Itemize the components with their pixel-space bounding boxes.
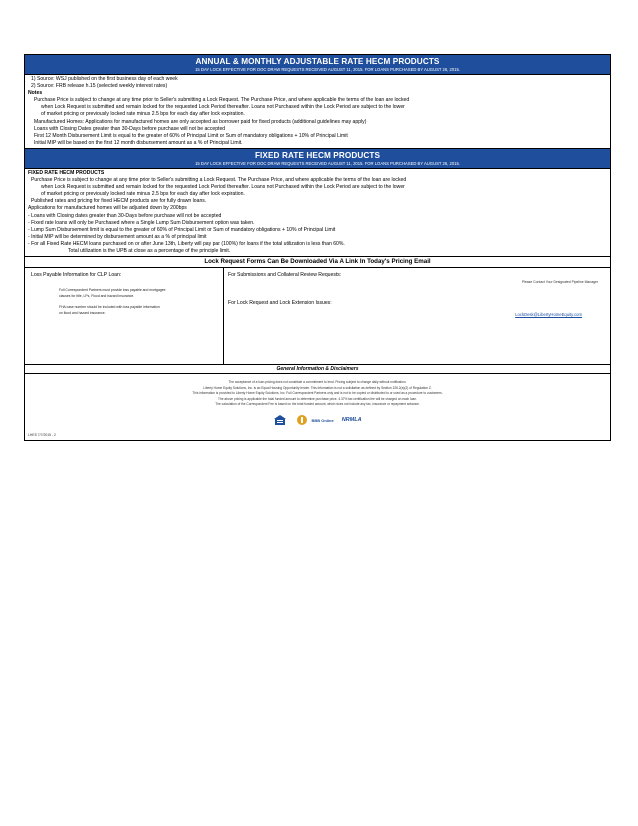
arm-title: ANNUAL & MONTHLY ADJUSTABLE RATE HECM PRODUCTS (195, 57, 440, 66)
loss-payable-text: on flood and hazard insurance. (59, 310, 106, 315)
note-line: Loans with Closing Dates greater than 30-Days before purchase will not be accepted (34, 125, 226, 132)
loss-payable-text: clauses for title, LPs, Flood and hazard insurance. (59, 293, 135, 298)
source-line: 1) Source: WSJ published on the first business day of each week (31, 76, 178, 82)
disclaimer-line: The acceptance of a loan pricing does not constitute a commitment to lend. Pricing subject to change daily without notification. (228, 380, 407, 385)
fixed-title: FIXED RATE HECM PRODUCTS (254, 150, 381, 160)
house-icon (273, 414, 287, 426)
lock-issues-heading: For Lock Request and Lock Extension Issues: (228, 300, 332, 307)
disclaimer-line: The calculation of the Correspondent Fee is based on the total funded amount, which does not include any tax, insurance or repayment advance. (215, 402, 420, 407)
bbb-logo (295, 414, 333, 426)
loss-payable-heading: Loss Payable Information for CLP Loan: (31, 272, 122, 279)
pipeline-contact: Please Contact Your Designated Pipeline Manager (521, 280, 598, 285)
fixed-notes (25, 169, 610, 256)
disclaimer-line: This information is provided to Liberty Home Equity Solutions, Inc. Full Correspondent Partners only and is not to be copied or distributed to or used as a procedure to customers. (192, 391, 443, 396)
loss-payable-text: Full Correspondent Partners must provide loss payable and mortgagee (59, 288, 166, 293)
logo-row (25, 410, 610, 430)
fixed-line: when Lock Request is submitted and remain locked for the requested Lock Period thereafter. Loans not Purchased within the Lock Period are subject to the lower (41, 184, 405, 191)
fixed-line: - Initial MIP will be determined by disbursement amount as a % of principal limit (28, 233, 207, 240)
contact-section (25, 268, 610, 365)
fixed-line: - Lump Sum Disbursement limit is equal to the greater of 60% of Principal Limit or Sum of mandatory obligations + 10% of Principal Limit (28, 226, 336, 233)
source-line: 2) Source: FRB release h.15 (selected weekly interest rates) (31, 83, 168, 90)
general-info-heading: General Information & Disclaimers (25, 365, 610, 374)
fixed-line: - For all Fixed Rate HECM loans purchased on or after June 13th, Liberty will pay par (100%) for loans if the total utilization is less than 60%. (28, 240, 345, 247)
equal-housing-logo (273, 414, 287, 426)
submissions-panel (224, 268, 610, 364)
fixed-line: of market pricing or previously locked rate minus 2.5 bps for each day after lock expiration. (41, 191, 245, 198)
bbb-label: BBB Online (311, 417, 334, 423)
fixed-line: Published rates and pricing for fixed HECM products are for fully drawn loans. (31, 198, 207, 205)
arm-banner (25, 55, 610, 75)
rate-sheet (24, 54, 611, 441)
fixed-banner (25, 148, 610, 169)
footer-code: LHES 7/7/2015 - 2 (28, 433, 56, 438)
disclaimer-line: The above pricing is applicable the total funded amount to determine purchase price. 4.37% tax certification fee will be charged on each loan. (218, 396, 417, 401)
note-line: Initial MIP will be based on the first 12 month disbursement amount as a % of Principal Limit. (34, 139, 243, 146)
fixed-subtitle: 15 DAY LOCK EFFECTIVE FOR DOC DRAW REQUESTS RECEIVED AUGUST 11, 2015. FOR LOANS PURCHASED BY AUGUST 26, 2015. (195, 160, 460, 166)
fixed-section-label: FIXED RATE HECM PRODUCTS (28, 169, 105, 176)
fixed-line: - Loans with Closing dates greater than 30-Days before purchase will not be accepted (28, 212, 222, 219)
footer (25, 430, 610, 440)
nrmla-label: NRMLA (341, 417, 362, 424)
note-line: Manufactured Homes: Applications for manufactured homes are only accepted as borrower paid for fixed products (additional guidelines may apply) (34, 118, 367, 125)
lock-forms-notice: Lock Request Forms Can Be Downloaded Via A Link In Today's Pricing Email (25, 256, 610, 268)
lockdesk-email-link[interactable]: LockDesk@LibertyHomeEquity.com (515, 312, 582, 318)
fixed-line: Total utilization is the UPB at close as a percentage of the principle limit. (68, 247, 231, 254)
disclaimer-line: Liberty Home Equity Solutions, Inc. is an Equal Housing Opportunity lender. This information is not a solicitation as defined by Section 226.2(a)(2) of Regulation Z. (203, 385, 432, 390)
loss-payable-panel (25, 268, 224, 364)
loss-payable-text: FHA case number should be included with loss payable information (59, 305, 160, 310)
notes-label: Notes (28, 90, 43, 97)
nrmla-logo (342, 417, 362, 423)
disclaimers (25, 374, 610, 410)
arm-notes (25, 75, 610, 148)
fixed-line: - Fixed rate loans will only be Purchased where a Single Lump Sum Disbursement option was taken. (28, 219, 255, 226)
note-line: Purchase Price is subject to change at any time prior to Seller's submitting a Lock Request. The Purchase Price, and where applicable the terms of the loan are locked (34, 97, 410, 104)
fixed-line: Purchase Price is subject to change at any time prior to Seller's submitting a Lock Request. The Purchase Price, and where applicable the terms of the loan are locked (31, 177, 407, 184)
note-line: of market pricing or previously locked rate minus 2.5 bps for each day after lock expiration. (41, 111, 245, 118)
fixed-line: Applications for manufactured homes will be adjusted down by 200bps (28, 205, 187, 212)
torch-icon (295, 414, 309, 426)
arm-subtitle: 15 DAY LOCK EFFECTIVE FOR DOC DRAW REQUESTS RECEIVED AUGUST 11, 2015. FOR LOANS PURCHASED BY AUGUST 26, 2015. (195, 67, 460, 72)
note-line: when Lock Request is submitted and remain locked for the requested Lock Period thereafter. Loans not Purchased within the Lock Period are subject to the lower (41, 104, 405, 111)
submissions-heading: For Submissions and Collateral Review Requests: (228, 272, 342, 279)
note-line: First 12 Month Disbursement Limit is equal to the greater of 60% of Principal Limit or Sum of mandatory obligations + 10% of Principal Limit (34, 132, 348, 139)
